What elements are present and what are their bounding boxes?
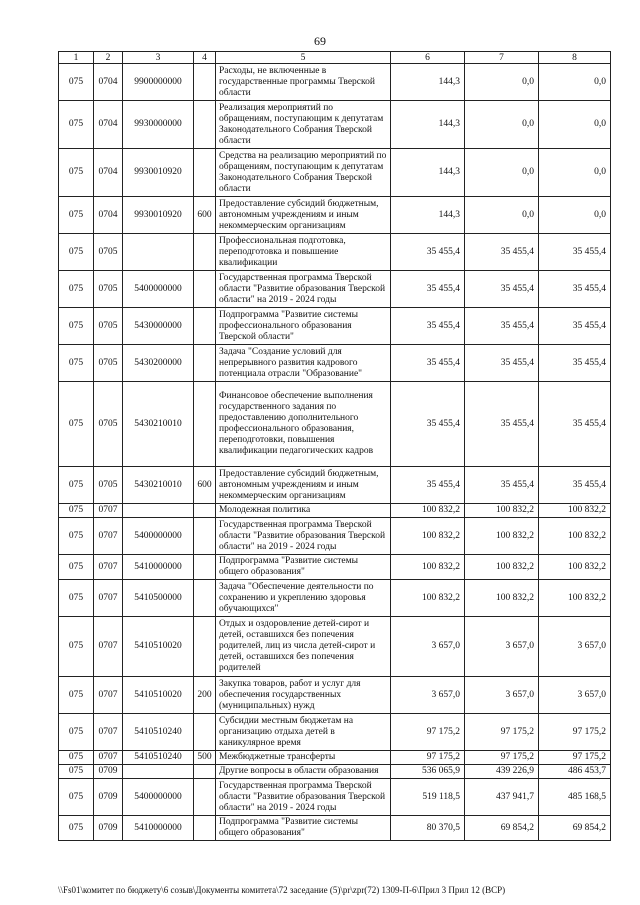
kbk-admin-cell: 075 xyxy=(59,467,94,504)
target-article-cell xyxy=(123,234,194,271)
table-row xyxy=(59,197,611,234)
expense-type-cell xyxy=(194,765,216,779)
table-row xyxy=(59,149,611,197)
amount-year1-cell: 100 832,2 xyxy=(391,555,465,580)
kbk-admin-cell: 075 xyxy=(59,101,94,149)
item-name-cell: Государственная программа Тверской области "Развитие образования Тверской области" на 2019 - 2024 годы xyxy=(216,518,391,555)
amount-year1-cell: 100 832,2 xyxy=(391,580,465,617)
table-row xyxy=(59,271,611,308)
section-cell: 0707 xyxy=(94,580,123,617)
expense-type-cell xyxy=(194,714,216,751)
kbk-admin-cell: 075 xyxy=(59,617,94,677)
amount-year2-cell: 35 455,4 xyxy=(465,308,539,345)
kbk-admin-cell: 075 xyxy=(59,518,94,555)
target-article-cell: 5430210010 xyxy=(123,382,194,467)
amount-year2-cell: 69 854,2 xyxy=(465,816,539,841)
amount-year2-cell: 3 657,0 xyxy=(465,677,539,714)
table-row xyxy=(59,345,611,382)
item-name-cell: Молодежная политика xyxy=(216,504,391,518)
table-row xyxy=(59,504,611,518)
target-article-cell: 5430210010 xyxy=(123,467,194,504)
page-number: 69 xyxy=(314,34,326,48)
section-cell: 0705 xyxy=(94,271,123,308)
expense-type-cell xyxy=(194,64,216,101)
amount-year3-cell: 97 175,2 xyxy=(539,751,611,765)
item-name-cell: Закупка товаров, работ и услуг для обеспечения государственных (муниципальных) нужд xyxy=(216,677,391,714)
amount-year2-cell: 97 175,2 xyxy=(465,714,539,751)
section-cell: 0709 xyxy=(94,779,123,816)
section-cell: 0707 xyxy=(94,555,123,580)
amount-year2-cell: 0,0 xyxy=(465,101,539,149)
item-name-cell: Субсидии местным бюджетам на организацию отдыха детей в каникулярное время xyxy=(216,714,391,751)
expense-type-cell xyxy=(194,234,216,271)
kbk-admin-cell: 075 xyxy=(59,504,94,518)
table-row xyxy=(59,714,611,751)
expense-type-cell xyxy=(194,149,216,197)
file-path-footer: \\Fs01\комитет по бюджету\6 созыв\Документы комитета\72 заседание (5)\pr\zpr(72) 1309-П-6\Прил 3 Прил 12 (ВСР) xyxy=(58,885,506,895)
section-cell: 0705 xyxy=(94,467,123,504)
amount-year1-cell: 3 657,0 xyxy=(391,677,465,714)
target-article-cell: 9930010920 xyxy=(123,149,194,197)
target-article-cell: 5400000000 xyxy=(123,779,194,816)
amount-year2-cell: 100 832,2 xyxy=(465,555,539,580)
amount-year1-cell: 80 370,5 xyxy=(391,816,465,841)
amount-year1-cell: 144,3 xyxy=(391,101,465,149)
table-row xyxy=(59,555,611,580)
amount-year2-cell: 35 455,4 xyxy=(465,467,539,504)
table-row xyxy=(59,617,611,677)
section-cell: 0705 xyxy=(94,308,123,345)
item-name-cell: Задача "Создание условий для непрерывного развития кадрового потенциала отрасли "Образование" xyxy=(216,345,391,382)
kbk-admin-cell: 075 xyxy=(59,382,94,467)
amount-year3-cell: 0,0 xyxy=(539,101,611,149)
amount-year1-cell: 144,3 xyxy=(391,64,465,101)
kbk-admin-cell: 075 xyxy=(59,816,94,841)
section-cell: 0707 xyxy=(94,677,123,714)
expense-type-cell xyxy=(194,580,216,617)
amount-year3-cell: 485 168,5 xyxy=(539,779,611,816)
amount-year2-cell: 100 832,2 xyxy=(465,504,539,518)
section-cell: 0704 xyxy=(94,64,123,101)
item-name-cell: Реализация мероприятий по обращениям, поступающим к депутатам Законодательного Собрания Тверской области xyxy=(216,101,391,149)
expense-type-cell xyxy=(194,271,216,308)
table-row xyxy=(59,779,611,816)
table-row xyxy=(59,518,611,555)
amount-year2-cell: 439 226,9 xyxy=(465,765,539,779)
amount-year2-cell: 97 175,2 xyxy=(465,751,539,765)
amount-year2-cell: 3 657,0 xyxy=(465,617,539,677)
expense-type-cell xyxy=(194,308,216,345)
amount-year1-cell: 35 455,4 xyxy=(391,308,465,345)
target-article-cell: 5410500000 xyxy=(123,580,194,617)
header-cell: 6 xyxy=(391,52,465,64)
kbk-admin-cell: 075 xyxy=(59,149,94,197)
section-cell: 0707 xyxy=(94,751,123,765)
amount-year3-cell: 0,0 xyxy=(539,64,611,101)
amount-year3-cell: 35 455,4 xyxy=(539,345,611,382)
amount-year1-cell: 519 118,5 xyxy=(391,779,465,816)
target-article-cell: 5400000000 xyxy=(123,518,194,555)
item-name-cell: Профессиональная подготовка, переподготовка и повышение квалификации xyxy=(216,234,391,271)
target-article-cell: 5410510240 xyxy=(123,714,194,751)
section-cell: 0707 xyxy=(94,504,123,518)
expense-type-cell: 600 xyxy=(194,197,216,234)
item-name-cell: Подпрограмма "Развитие системы общего образования" xyxy=(216,555,391,580)
amount-year3-cell: 35 455,4 xyxy=(539,467,611,504)
expense-type-cell: 200 xyxy=(194,677,216,714)
section-cell: 0707 xyxy=(94,617,123,677)
amount-year3-cell: 69 854,2 xyxy=(539,816,611,841)
section-cell: 0704 xyxy=(94,101,123,149)
amount-year3-cell: 100 832,2 xyxy=(539,518,611,555)
amount-year1-cell: 35 455,4 xyxy=(391,382,465,467)
header-cell: 7 xyxy=(465,52,539,64)
kbk-admin-cell: 075 xyxy=(59,677,94,714)
header-cell: 8 xyxy=(539,52,611,64)
amount-year3-cell: 0,0 xyxy=(539,197,611,234)
expense-type-cell xyxy=(194,779,216,816)
item-name-cell: Межбюджетные трансферты xyxy=(216,751,391,765)
item-name-cell: Подпрограмма "Развитие системы профессионального образования Тверской области" xyxy=(216,308,391,345)
amount-year1-cell: 35 455,4 xyxy=(391,467,465,504)
target-article-cell: 5430000000 xyxy=(123,308,194,345)
table-row xyxy=(59,101,611,149)
section-cell: 0705 xyxy=(94,234,123,271)
section-cell: 0705 xyxy=(94,345,123,382)
section-cell: 0707 xyxy=(94,518,123,555)
kbk-admin-cell: 075 xyxy=(59,765,94,779)
item-name-cell: Задача "Обеспечение деятельности по сохранению и укреплению здоровья обучающихся" xyxy=(216,580,391,617)
expense-type-cell xyxy=(194,816,216,841)
item-name-cell: Другие вопросы в области образования xyxy=(216,765,391,779)
table-row xyxy=(59,467,611,504)
amount-year3-cell: 35 455,4 xyxy=(539,308,611,345)
expense-type-cell: 600 xyxy=(194,467,216,504)
amount-year3-cell: 486 453,7 xyxy=(539,765,611,779)
amount-year1-cell: 536 065,9 xyxy=(391,765,465,779)
amount-year3-cell: 35 455,4 xyxy=(539,234,611,271)
target-article-cell: 9930010920 xyxy=(123,197,194,234)
amount-year1-cell: 35 455,4 xyxy=(391,345,465,382)
item-name-cell: Государственная программа Тверской области "Развитие образования Тверской области" на 2019 - 2024 годы xyxy=(216,779,391,816)
amount-year1-cell: 97 175,2 xyxy=(391,751,465,765)
expense-type-cell xyxy=(194,555,216,580)
section-cell: 0707 xyxy=(94,714,123,751)
target-article-cell: 9900000000 xyxy=(123,64,194,101)
amount-year3-cell: 35 455,4 xyxy=(539,382,611,467)
amount-year3-cell: 3 657,0 xyxy=(539,677,611,714)
target-article-cell: 5410510020 xyxy=(123,677,194,714)
amount-year3-cell: 100 832,2 xyxy=(539,580,611,617)
amount-year2-cell: 35 455,4 xyxy=(465,382,539,467)
amount-year3-cell: 3 657,0 xyxy=(539,617,611,677)
table-row xyxy=(59,234,611,271)
kbk-admin-cell: 075 xyxy=(59,197,94,234)
amount-year3-cell: 35 455,4 xyxy=(539,271,611,308)
amount-year2-cell: 0,0 xyxy=(465,149,539,197)
target-article-cell: 9930000000 xyxy=(123,101,194,149)
header-row xyxy=(59,52,611,64)
header-cell: 3 xyxy=(123,52,194,64)
section-cell: 0704 xyxy=(94,149,123,197)
kbk-admin-cell: 075 xyxy=(59,308,94,345)
amount-year2-cell: 35 455,4 xyxy=(465,271,539,308)
table-row xyxy=(59,308,611,345)
amount-year1-cell: 35 455,4 xyxy=(391,271,465,308)
section-cell: 0705 xyxy=(94,382,123,467)
amount-year2-cell: 437 941,7 xyxy=(465,779,539,816)
target-article-cell: 5410510240 xyxy=(123,751,194,765)
amount-year3-cell: 100 832,2 xyxy=(539,504,611,518)
amount-year1-cell: 35 455,4 xyxy=(391,234,465,271)
kbk-admin-cell: 075 xyxy=(59,271,94,308)
item-name-cell: Государственная программа Тверской области "Развитие образования Тверской области" на 2019 - 2024 годы xyxy=(216,271,391,308)
kbk-admin-cell: 075 xyxy=(59,714,94,751)
amount-year3-cell: 97 175,2 xyxy=(539,714,611,751)
table-row xyxy=(59,816,611,841)
expense-type-cell xyxy=(194,504,216,518)
section-cell: 0709 xyxy=(94,816,123,841)
item-name-cell: Финансовое обеспечение выполнения государственного задания по предоставлению дополнительного профессионального образования, переподготовки, повышения квалификации педагогических кадров xyxy=(216,382,391,467)
target-article-cell: 5410000000 xyxy=(123,816,194,841)
expense-type-cell xyxy=(194,518,216,555)
target-article-cell: 5410000000 xyxy=(123,555,194,580)
amount-year3-cell: 0,0 xyxy=(539,149,611,197)
amount-year2-cell: 100 832,2 xyxy=(465,518,539,555)
table-row xyxy=(59,580,611,617)
item-name-cell: Отдых и оздоровление детей-сирот и детей, оставшихся без попечения родителей, лиц из числа детей-сирот и детей, оставшихся без попечения родителей xyxy=(216,617,391,677)
item-name-cell: Предоставление субсидий бюджетным, автономным учреждениям и иным некоммерческим организациям xyxy=(216,467,391,504)
target-article-cell xyxy=(123,765,194,779)
kbk-admin-cell: 075 xyxy=(59,751,94,765)
table-row xyxy=(59,765,611,779)
header-cell: 2 xyxy=(94,52,123,64)
amount-year2-cell: 0,0 xyxy=(465,197,539,234)
kbk-admin-cell: 075 xyxy=(59,580,94,617)
amount-year1-cell: 144,3 xyxy=(391,149,465,197)
kbk-admin-cell: 075 xyxy=(59,779,94,816)
section-cell: 0704 xyxy=(94,197,123,234)
expense-type-cell xyxy=(194,617,216,677)
amount-year2-cell: 35 455,4 xyxy=(465,234,539,271)
item-name-cell: Подпрограмма "Развитие системы общего образования" xyxy=(216,816,391,841)
header-cell: 5 xyxy=(216,52,391,64)
expense-type-cell xyxy=(194,101,216,149)
table-row xyxy=(59,677,611,714)
budget-table xyxy=(58,51,611,841)
amount-year3-cell: 100 832,2 xyxy=(539,555,611,580)
table-row xyxy=(59,751,611,765)
item-name-cell: Предоставление субсидий бюджетным, автономным учреждениям и иным некоммерческим организациям xyxy=(216,197,391,234)
expense-type-cell xyxy=(194,345,216,382)
kbk-admin-cell: 075 xyxy=(59,64,94,101)
section-cell: 0709 xyxy=(94,765,123,779)
amount-year1-cell: 100 832,2 xyxy=(391,518,465,555)
table-row xyxy=(59,382,611,467)
expense-type-cell: 500 xyxy=(194,751,216,765)
amount-year2-cell: 100 832,2 xyxy=(465,580,539,617)
target-article-cell xyxy=(123,504,194,518)
amount-year2-cell: 0,0 xyxy=(465,64,539,101)
item-name-cell: Средства на реализацию мероприятий по обращениям, поступающим к депутатам Законодательного Собрания Тверской области xyxy=(216,149,391,197)
header-cell: 1 xyxy=(59,52,94,64)
table-row xyxy=(59,64,611,101)
expense-type-cell xyxy=(194,382,216,467)
kbk-admin-cell: 075 xyxy=(59,555,94,580)
item-name-cell: Расходы, не включенные в государственные программы Тверской области xyxy=(216,64,391,101)
amount-year1-cell: 3 657,0 xyxy=(391,617,465,677)
target-article-cell: 5400000000 xyxy=(123,271,194,308)
kbk-admin-cell: 075 xyxy=(59,345,94,382)
target-article-cell: 5430200000 xyxy=(123,345,194,382)
target-article-cell: 5410510020 xyxy=(123,617,194,677)
amount-year1-cell: 97 175,2 xyxy=(391,714,465,751)
amount-year1-cell: 100 832,2 xyxy=(391,504,465,518)
header-cell: 4 xyxy=(194,52,216,64)
amount-year2-cell: 35 455,4 xyxy=(465,345,539,382)
kbk-admin-cell: 075 xyxy=(59,234,94,271)
amount-year1-cell: 144,3 xyxy=(391,197,465,234)
